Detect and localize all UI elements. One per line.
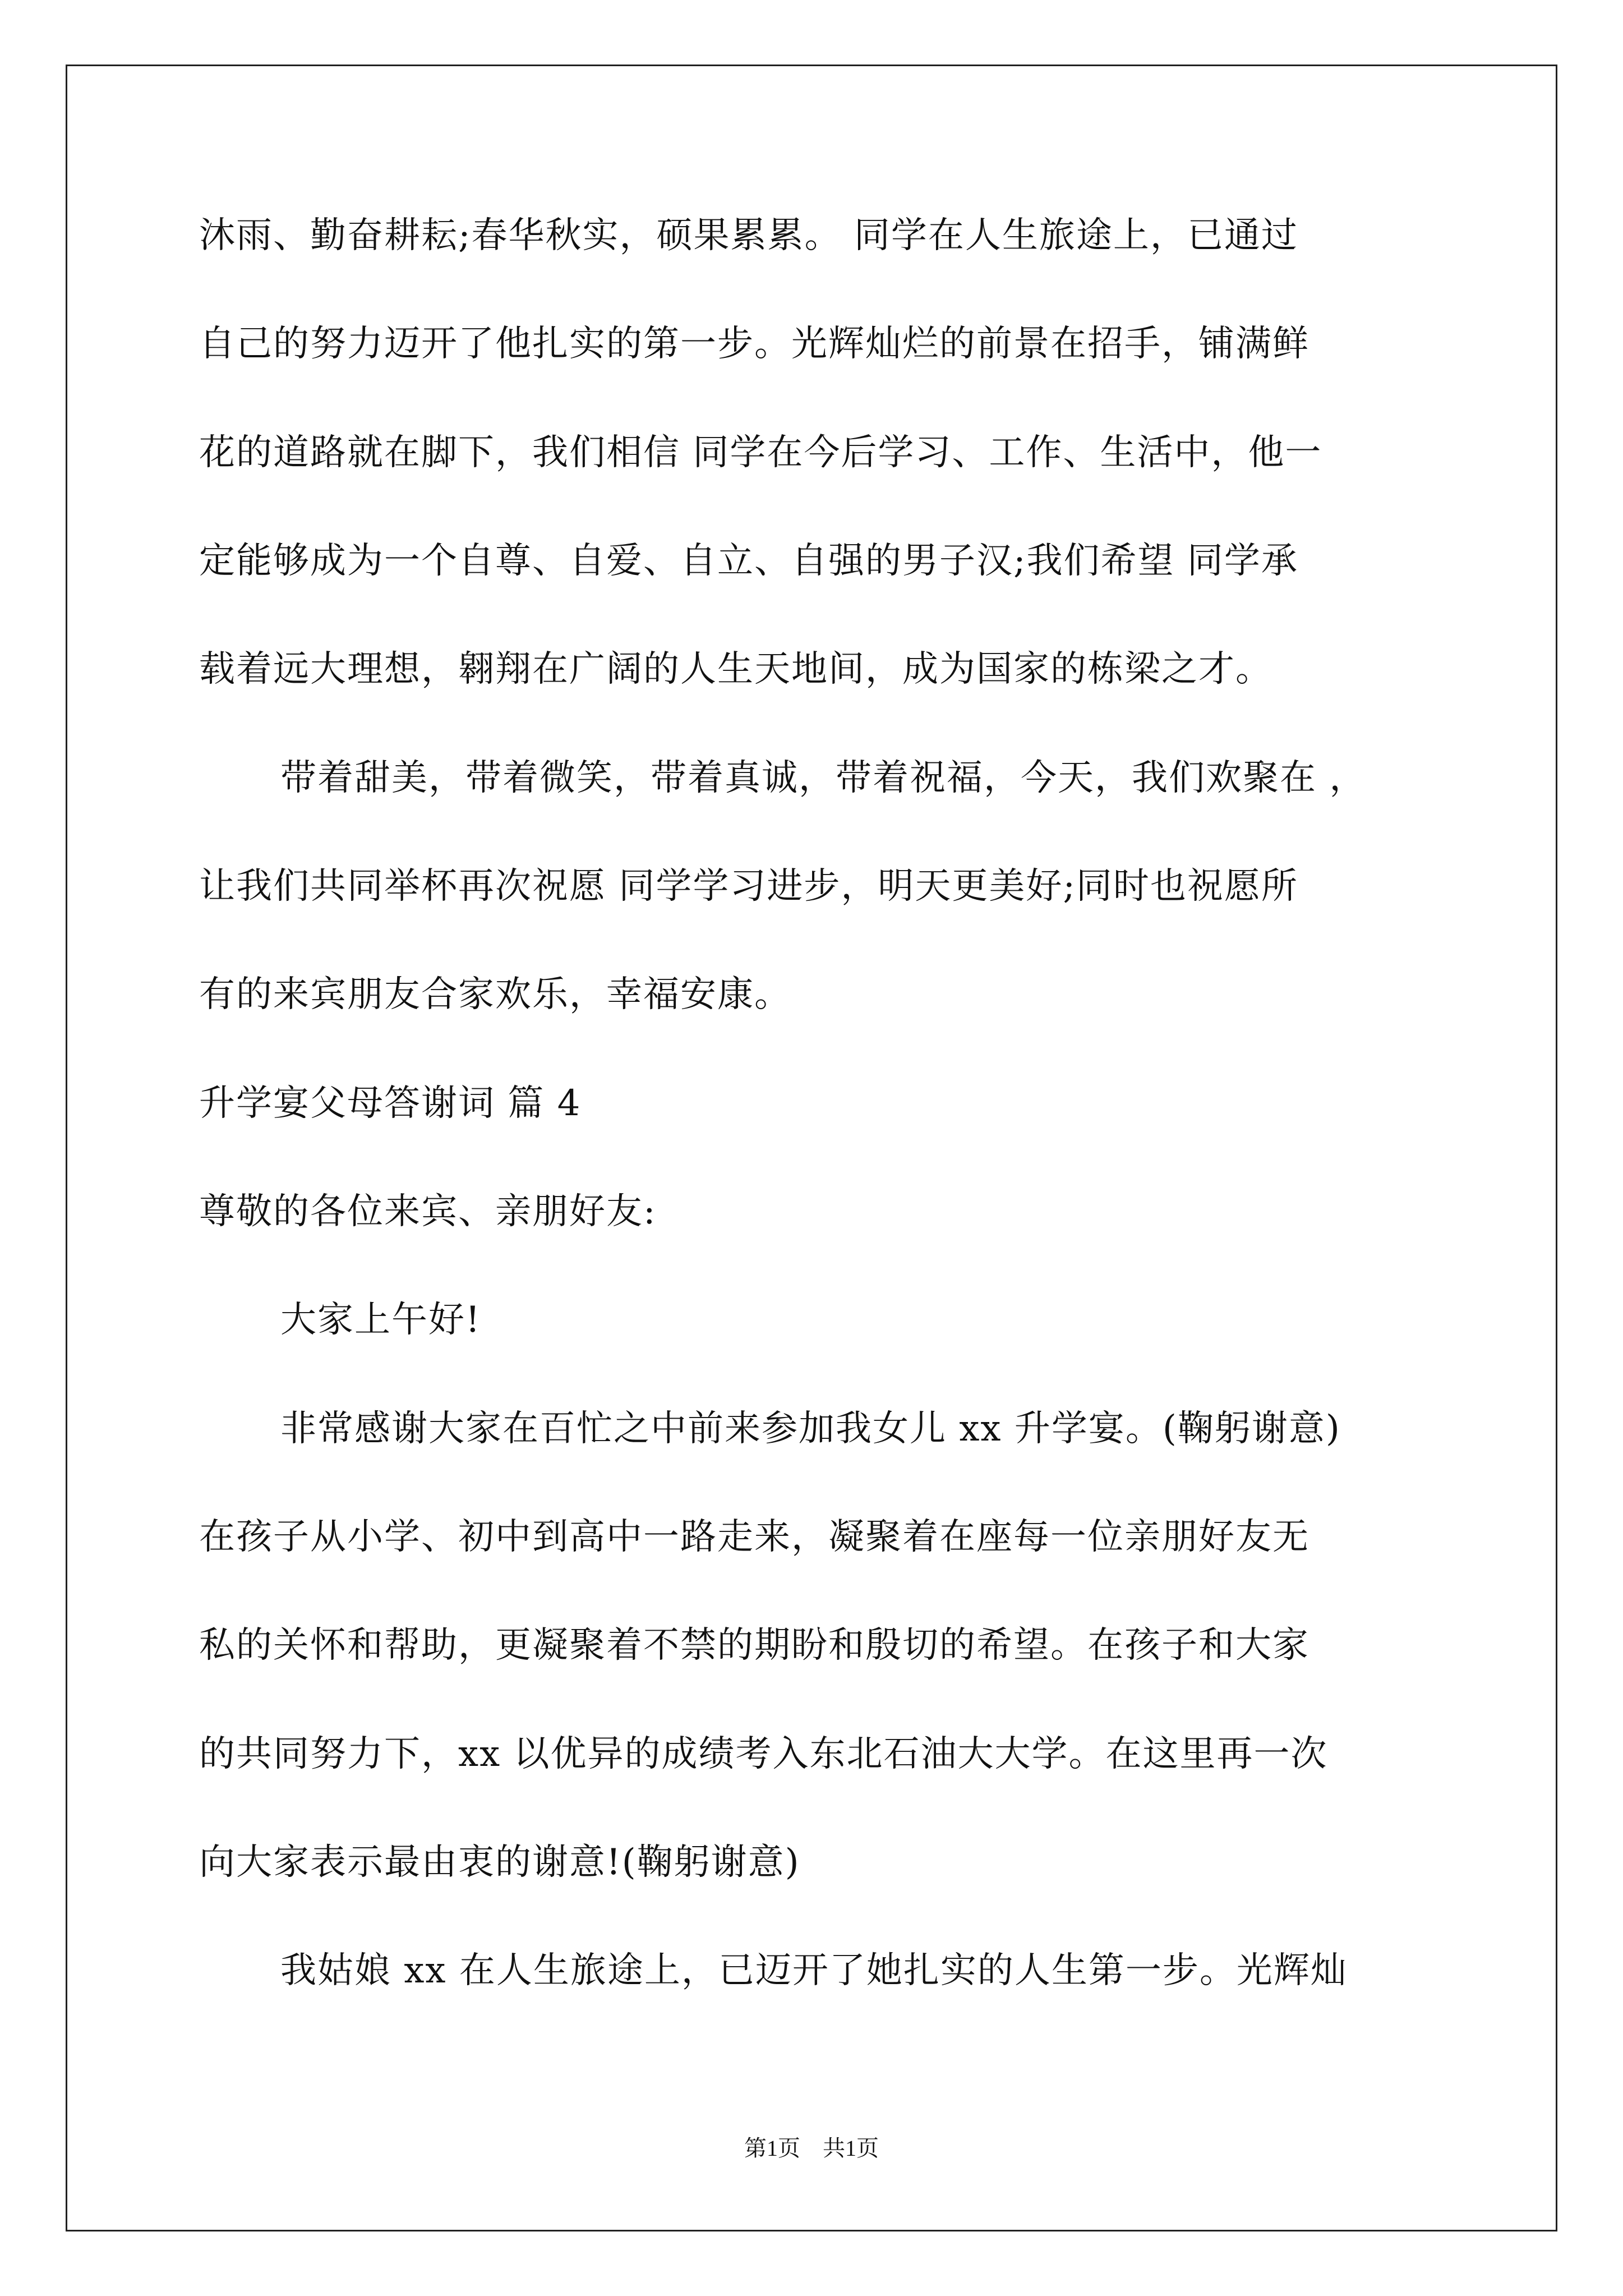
greeting-line: 大家上午好! [280, 1299, 481, 1341]
text-line: 在孩子从小学、初中到高中一路走来，凝聚着在座每一位亲朋好友无 [199, 1516, 1310, 1558]
text-line: 自己的努力迈开了他扎实的第一步。光辉灿烂的前景在招手，铺满鲜 [199, 323, 1310, 365]
paragraph-start-line: 带着甜美，带着微笑，带着真诚，带着祝福，今天，我们欢聚在 ， [280, 757, 1367, 799]
paragraph-start-line: 非常感谢大家在百忙之中前来参加我女儿 xx 升学宴。(鞠躬谢意) [280, 1408, 1341, 1450]
text-line: 有的来宾朋友合家欢乐，幸福安康。 [199, 974, 791, 1015]
text-line: 花的道路就在脚下，我们相信 同学在今后学习、工作、生活中，他一 [199, 432, 1322, 473]
salutation: 尊敬的各位来宾、亲朋好友: [199, 1191, 657, 1232]
text-line: 载着远大理想，翱翔在广阔的人生天地间，成为国家的栋梁之才。 [199, 648, 1272, 690]
text-line: 私的关怀和帮助，更凝聚着不禁的期盼和殷切的希望。在孩子和大家 [199, 1625, 1310, 1666]
text-line: 向大家表示最由衷的谢意!(鞠躬谢意) [199, 1842, 800, 1883]
text-line: 让我们共同举杯再次祝愿 同学学习进步，明天更美好;同时也祝愿所 [199, 866, 1298, 907]
text-line: 定能够成为一个自尊、自爱、自立、自强的男子汉;我们希望 同学承 [199, 540, 1298, 582]
text-line: 的共同努力下，xx 以优异的成绩考入东北石油大大学。在这里再一次 [199, 1733, 1328, 1775]
paragraph-start-line: 我姑娘 xx 在人生旅途上，已迈开了她扎实的人生第一步。光辉灿 [280, 1950, 1348, 1991]
section-heading: 升学宴父母答谢词 篇 4 [199, 1083, 582, 1124]
page-border [66, 65, 1557, 2231]
page-footer: 第1页 共1页 [744, 2136, 879, 2161]
text-line: 沐雨、勤奋耕耘;春华秋实，硕果累累。 同学在人生旅途上，已通过 [199, 215, 1298, 256]
